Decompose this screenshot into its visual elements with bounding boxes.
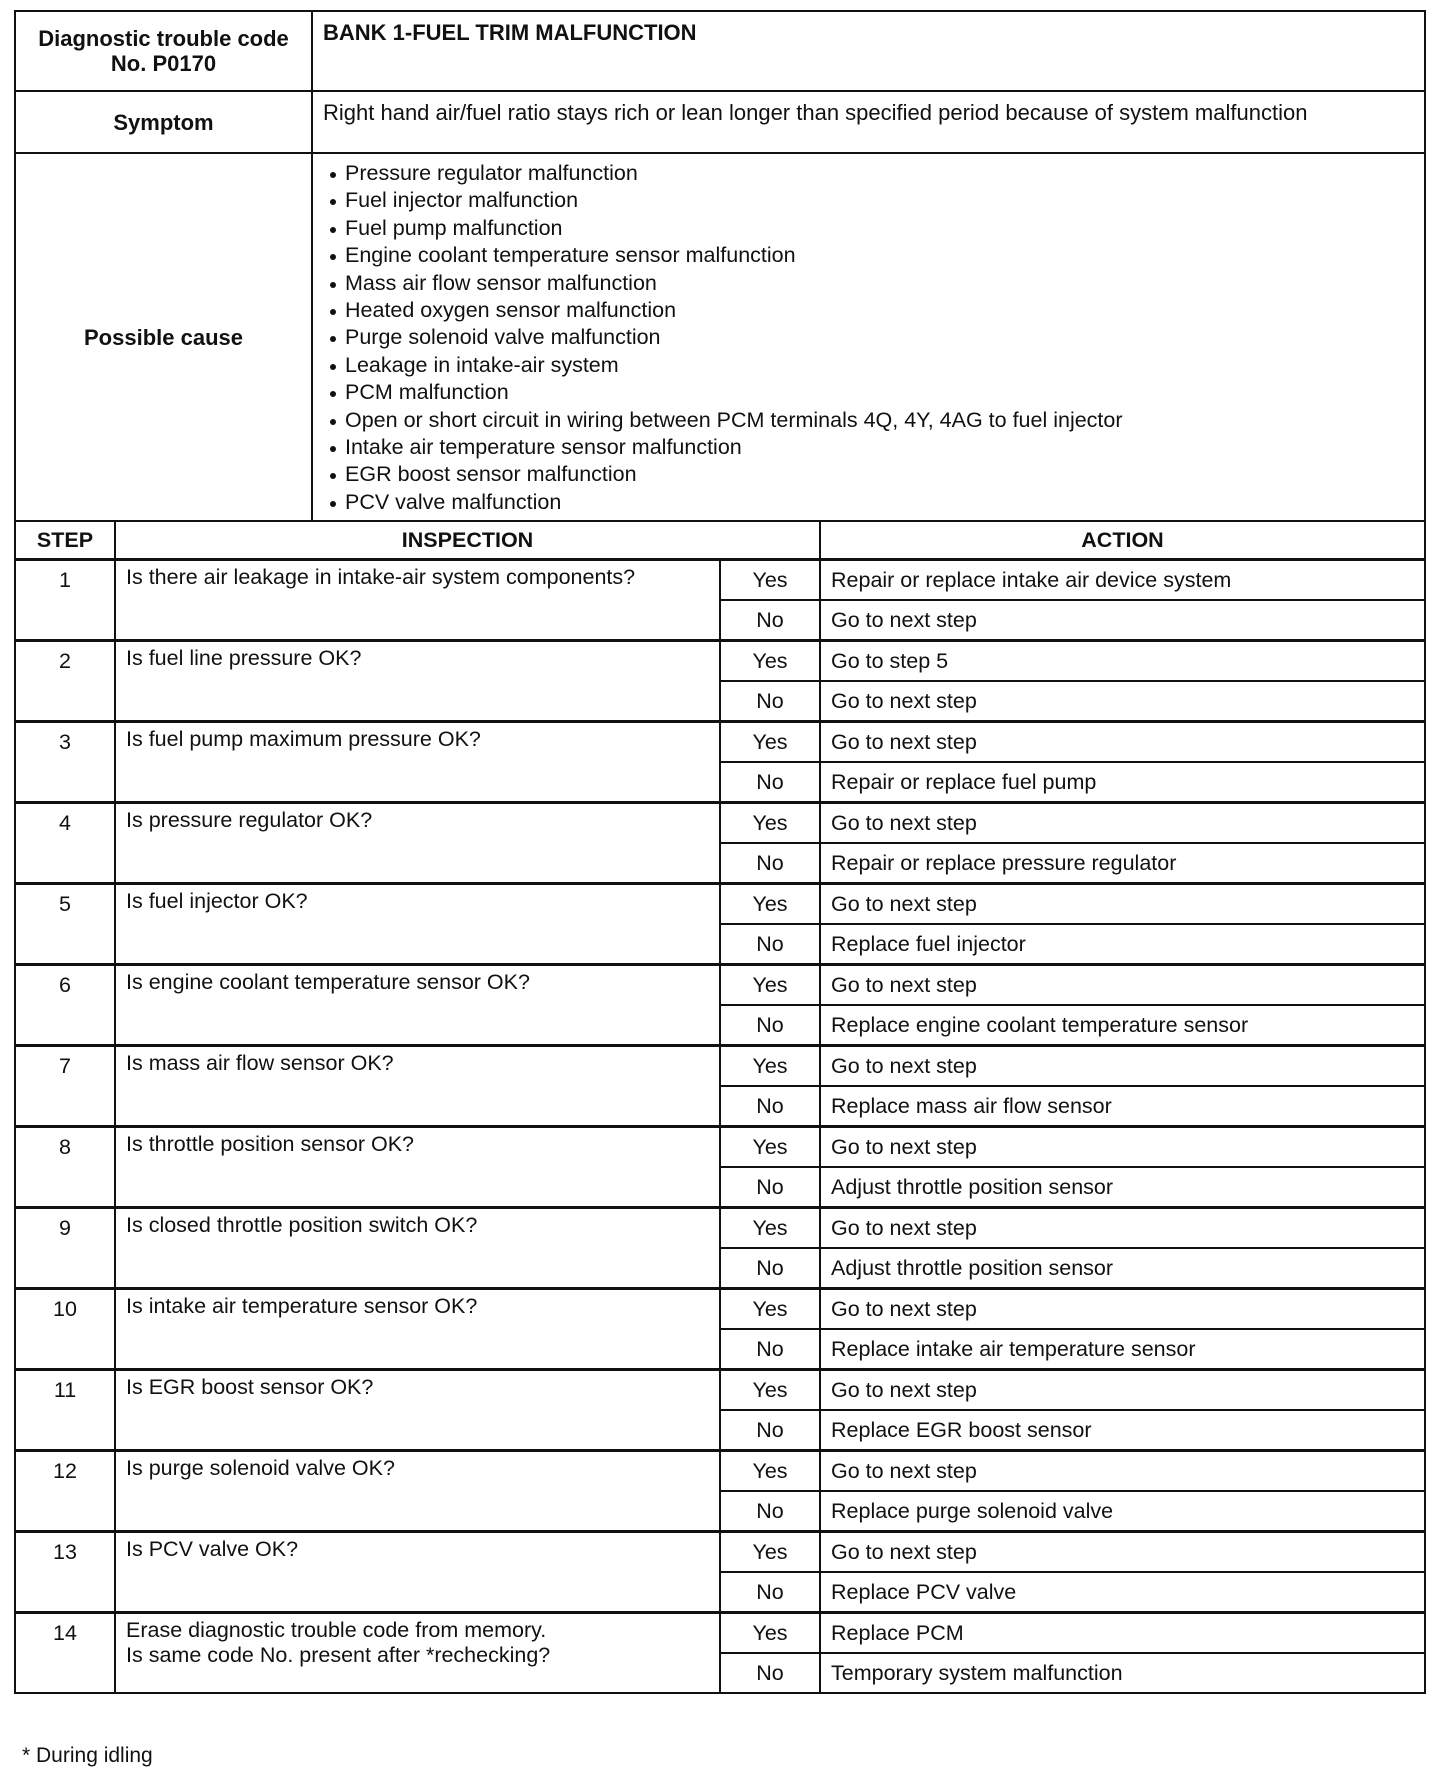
- step-number: 2: [15, 641, 115, 722]
- step-row-yes: [15, 1370, 1425, 1411]
- step-number: 14: [15, 1613, 115, 1694]
- possible-cause-item: Mass air flow sensor malfunction: [323, 270, 1414, 297]
- steps-header-row: [15, 521, 1425, 560]
- yes-label: Yes: [720, 803, 820, 844]
- dtc-row: [15, 11, 1425, 91]
- step-question: Is purge solenoid valve OK?: [115, 1451, 720, 1532]
- symptom-label: Symptom: [15, 91, 312, 153]
- step-question: Is fuel pump maximum pressure OK?: [115, 722, 720, 803]
- yes-label: Yes: [720, 722, 820, 763]
- step-row-yes: [15, 965, 1425, 1006]
- possible-cause-list: [323, 160, 1414, 516]
- step-number: 3: [15, 722, 115, 803]
- no-label: No: [720, 1572, 820, 1613]
- step-number: 5: [15, 884, 115, 965]
- yes-label: Yes: [720, 1046, 820, 1087]
- no-label: No: [720, 1653, 820, 1693]
- yes-action: Go to next step: [820, 722, 1425, 763]
- step-number: 4: [15, 803, 115, 884]
- no-action: Repair or replace fuel pump: [820, 762, 1425, 803]
- yes-action: Go to next step: [820, 1208, 1425, 1249]
- yes-label: Yes: [720, 1532, 820, 1573]
- step-question: Is engine coolant temperature sensor OK?: [115, 965, 720, 1046]
- no-label: No: [720, 1248, 820, 1289]
- yes-action: Go to next step: [820, 884, 1425, 925]
- step-number: 8: [15, 1127, 115, 1208]
- yes-label: Yes: [720, 1208, 820, 1249]
- steps-body: [15, 560, 1425, 1694]
- yes-action: Go to next step: [820, 1532, 1425, 1573]
- step-column-header: STEP: [15, 521, 115, 560]
- no-action: Replace engine coolant temperature sensor: [820, 1005, 1425, 1046]
- step-question: Is EGR boost sensor OK?: [115, 1370, 720, 1451]
- possible-cause-item: Purge solenoid valve malfunction: [323, 324, 1414, 351]
- step-number: 9: [15, 1208, 115, 1289]
- dtc-title: BANK 1-FUEL TRIM MALFUNCTION: [312, 11, 1425, 91]
- step-question: Is PCV valve OK?: [115, 1532, 720, 1613]
- step-row-yes: [15, 1532, 1425, 1573]
- symptom-row: [15, 91, 1425, 153]
- step-number: 6: [15, 965, 115, 1046]
- yes-action: Go to next step: [820, 965, 1425, 1006]
- yes-action: Go to step 5: [820, 641, 1425, 682]
- step-question: Is intake air temperature sensor OK?: [115, 1289, 720, 1370]
- yes-label: Yes: [720, 1127, 820, 1168]
- no-label: No: [720, 1410, 820, 1451]
- step-row-yes: [15, 884, 1425, 925]
- no-action: Go to next step: [820, 600, 1425, 641]
- yes-action: Repair or replace intake air device system: [820, 560, 1425, 601]
- no-action: Replace purge solenoid valve: [820, 1491, 1425, 1532]
- yes-label: Yes: [720, 1289, 820, 1330]
- yes-action: Go to next step: [820, 1046, 1425, 1087]
- step-number: 10: [15, 1289, 115, 1370]
- possible-cause-label: Possible cause: [15, 153, 312, 521]
- possible-cause-item: Open or short circuit in wiring between PCM terminals 4Q, 4Y, 4AG to fuel injector: [323, 407, 1414, 434]
- no-label: No: [720, 1086, 820, 1127]
- step-number: 1: [15, 560, 115, 641]
- step-question: Is there air leakage in intake-air system components?: [115, 560, 720, 641]
- yes-label: Yes: [720, 641, 820, 682]
- inspection-steps-table: [14, 520, 1426, 1694]
- no-action: Replace fuel injector: [820, 924, 1425, 965]
- step-row-yes: [15, 641, 1425, 682]
- step-question: Is closed throttle position switch OK?: [115, 1208, 720, 1289]
- no-label: No: [720, 843, 820, 884]
- no-action: Temporary system malfunction: [820, 1653, 1425, 1693]
- inspection-column-header: INSPECTION: [115, 521, 820, 560]
- no-label: No: [720, 1005, 820, 1046]
- possible-cause-item: Engine coolant temperature sensor malfunction: [323, 242, 1414, 269]
- step-number: 13: [15, 1532, 115, 1613]
- yes-action: Replace PCM: [820, 1613, 1425, 1654]
- step-row-yes: [15, 1613, 1425, 1654]
- no-action: Go to next step: [820, 681, 1425, 722]
- step-row-yes: [15, 1451, 1425, 1492]
- no-label: No: [720, 600, 820, 641]
- possible-cause-row: [15, 153, 1425, 521]
- step-question: Is mass air flow sensor OK?: [115, 1046, 720, 1127]
- yes-action: Go to next step: [820, 803, 1425, 844]
- yes-action: Go to next step: [820, 1370, 1425, 1411]
- possible-cause-item: Pressure regulator malfunction: [323, 160, 1414, 187]
- step-row-yes: [15, 803, 1425, 844]
- step-question: Is pressure regulator OK?: [115, 803, 720, 884]
- yes-label: Yes: [720, 1613, 820, 1654]
- no-action: Replace PCV valve: [820, 1572, 1425, 1613]
- symptom-text: Right hand air/fuel ratio stays rich or lean longer than specified period because of system malfunction: [312, 91, 1425, 153]
- step-question: Erase diagnostic trouble code from memory. Is same code No. present after *rechecking?: [115, 1613, 720, 1694]
- step-row-yes: [15, 722, 1425, 763]
- step-row-yes: [15, 1289, 1425, 1330]
- possible-cause-item: PCM malfunction: [323, 379, 1414, 406]
- step-question: Is throttle position sensor OK?: [115, 1127, 720, 1208]
- no-label: No: [720, 681, 820, 722]
- no-action: Repair or replace pressure regulator: [820, 843, 1425, 884]
- step-row-yes: [15, 1208, 1425, 1249]
- no-label: No: [720, 1167, 820, 1208]
- no-action: Replace mass air flow sensor: [820, 1086, 1425, 1127]
- yes-label: Yes: [720, 965, 820, 1006]
- yes-action: Go to next step: [820, 1451, 1425, 1492]
- action-column-header: ACTION: [820, 521, 1425, 560]
- yes-label: Yes: [720, 560, 820, 601]
- yes-label: Yes: [720, 1370, 820, 1411]
- yes-label: Yes: [720, 884, 820, 925]
- possible-cause-item: Leakage in intake-air system: [323, 352, 1414, 379]
- yes-action: Go to next step: [820, 1289, 1425, 1330]
- step-number: 7: [15, 1046, 115, 1127]
- no-label: No: [720, 762, 820, 803]
- yes-action: Go to next step: [820, 1127, 1425, 1168]
- possible-cause-cell: [312, 153, 1425, 521]
- dtc-label: Diagnostic trouble code No. P0170: [15, 11, 312, 91]
- no-action: Replace EGR boost sensor: [820, 1410, 1425, 1451]
- step-row-yes: [15, 1046, 1425, 1087]
- step-row-yes: [15, 1127, 1425, 1168]
- no-action: Replace intake air temperature sensor: [820, 1329, 1425, 1370]
- no-action: Adjust throttle position sensor: [820, 1248, 1425, 1289]
- possible-cause-item: EGR boost sensor malfunction: [323, 461, 1414, 488]
- step-question: Is fuel injector OK?: [115, 884, 720, 965]
- dtc-header-table: [14, 10, 1426, 522]
- possible-cause-item: Fuel injector malfunction: [323, 187, 1414, 214]
- step-number: 11: [15, 1370, 115, 1451]
- step-question: Is fuel line pressure OK?: [115, 641, 720, 722]
- no-label: No: [720, 1491, 820, 1532]
- possible-cause-item: Intake air temperature sensor malfunction: [323, 434, 1414, 461]
- yes-label: Yes: [720, 1451, 820, 1492]
- no-label: No: [720, 924, 820, 965]
- no-label: No: [720, 1329, 820, 1370]
- step-number: 12: [15, 1451, 115, 1532]
- possible-cause-item: PCV valve malfunction: [323, 489, 1414, 516]
- possible-cause-item: Heated oxygen sensor malfunction: [323, 297, 1414, 324]
- footnote: * During idling: [22, 1744, 153, 1767]
- step-row-yes: [15, 560, 1425, 601]
- possible-cause-item: Fuel pump malfunction: [323, 215, 1414, 242]
- no-action: Adjust throttle position sensor: [820, 1167, 1425, 1208]
- diagnostic-sheet: [14, 10, 1426, 1694]
